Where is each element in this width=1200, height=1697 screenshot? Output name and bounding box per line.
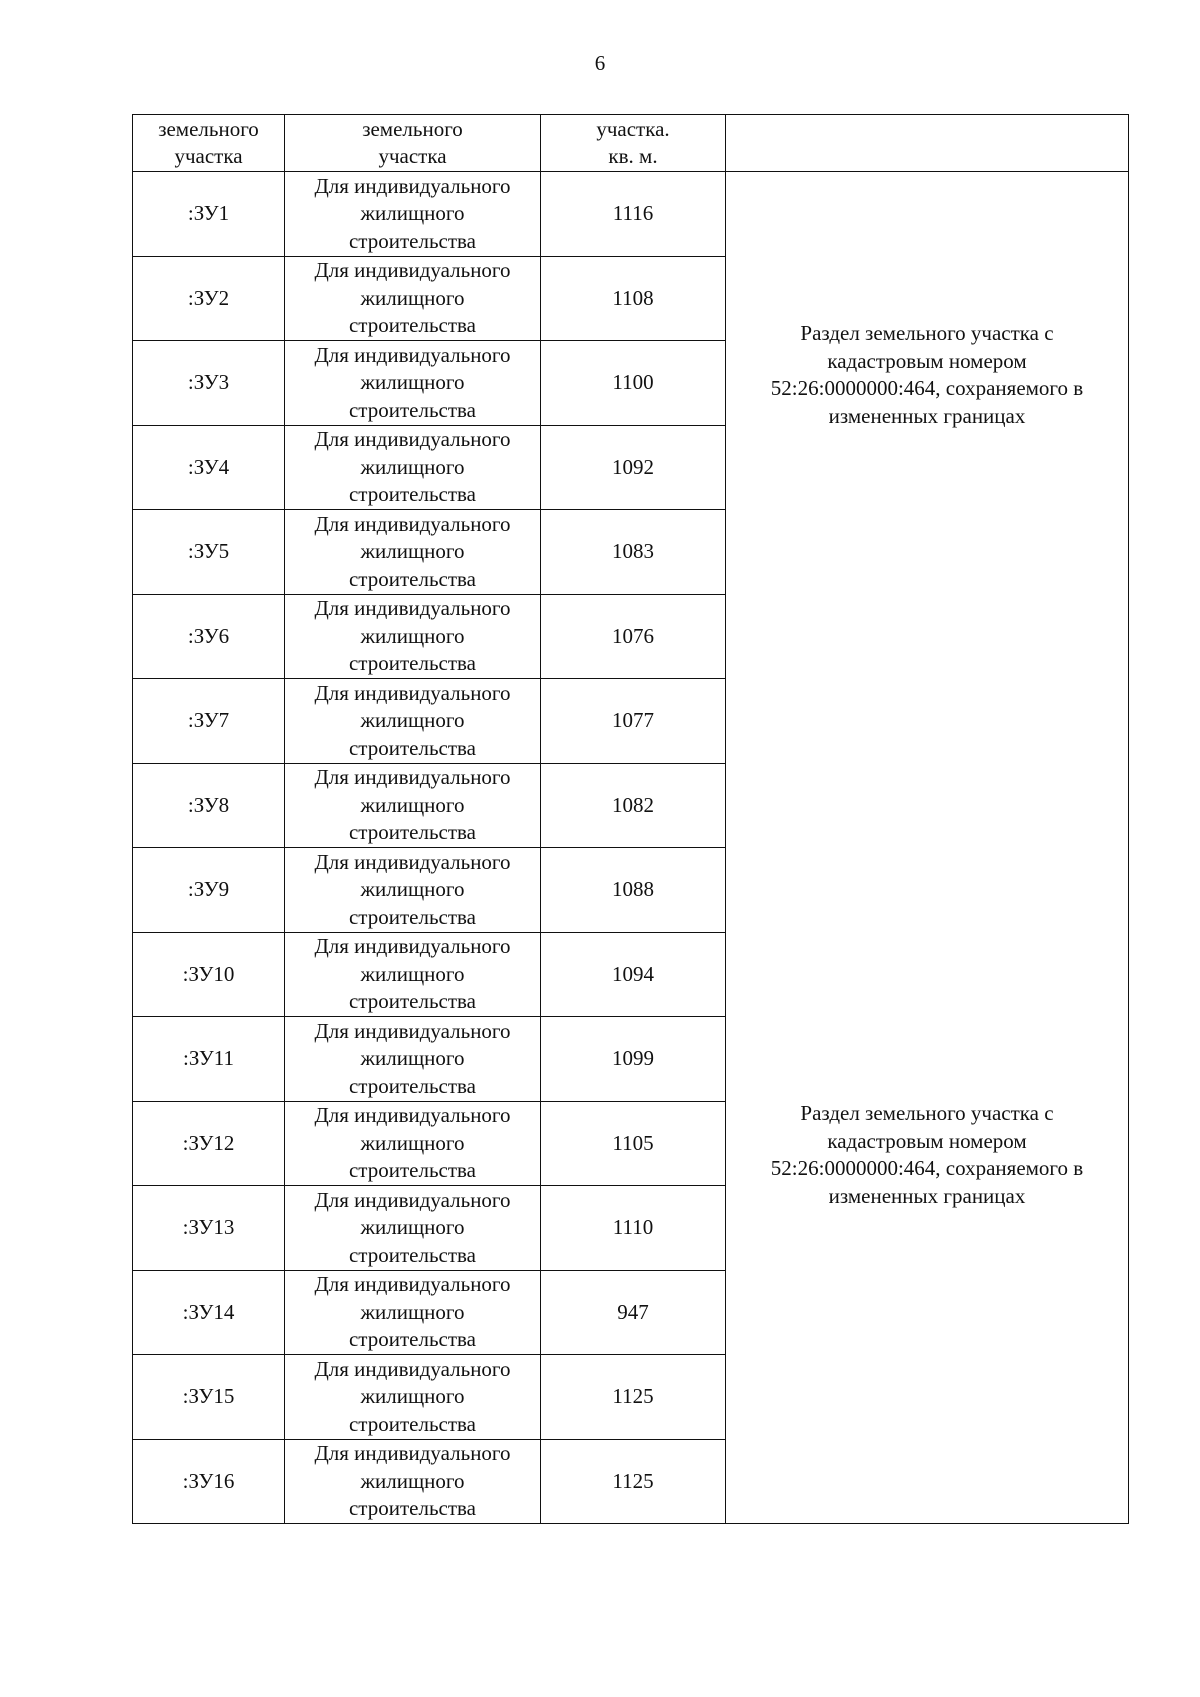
permitted-use-line: строительства xyxy=(348,989,476,1013)
area-cell: 1082 xyxy=(541,763,726,848)
area-cell: 1108 xyxy=(541,256,726,341)
permitted-use-line: строительства xyxy=(348,1496,476,1520)
area-cell: 1125 xyxy=(541,1439,726,1524)
area-cell: 1100 xyxy=(541,341,726,426)
header-plot-number xyxy=(133,115,285,172)
permitted-use-line: жилищного xyxy=(360,1130,465,1155)
header-permitted-use-line: земельного xyxy=(362,116,463,141)
area-cell: 1099 xyxy=(541,1017,726,1102)
area-cell: 1125 xyxy=(541,1355,726,1440)
permitted-use-line: Для индивидуального xyxy=(314,1441,511,1465)
permitted-use-line: строительства xyxy=(348,904,476,929)
permitted-use-line: строительства xyxy=(348,313,476,337)
permitted-use-line: жилищного xyxy=(360,1384,465,1408)
permitted-use-line: строительства xyxy=(348,1158,476,1182)
table-row xyxy=(133,172,1129,257)
area-cell: 1088 xyxy=(541,848,726,933)
permitted-use-line: Для индивидуального xyxy=(314,427,511,451)
permitted-use-line: Для индивидуального xyxy=(314,680,511,705)
permitted-use-cell xyxy=(285,510,541,595)
plot-number-cell: :ЗУ4 xyxy=(133,425,285,510)
permitted-use-line: Для индивидуального xyxy=(314,173,511,198)
permitted-use-cell xyxy=(285,1355,541,1440)
note-line: Раздел земельного участка с xyxy=(800,321,1054,345)
permitted-use-line: строительства xyxy=(348,1327,476,1351)
permitted-use-cell xyxy=(285,341,541,426)
area-cell: 1105 xyxy=(541,1101,726,1186)
permitted-use-line: жилищного xyxy=(360,1468,465,1493)
permitted-use-cell xyxy=(285,1270,541,1355)
permitted-use-cell xyxy=(285,172,541,257)
area-cell: 1116 xyxy=(541,172,726,257)
permitted-use-line: Для индивидуального xyxy=(314,258,511,282)
area-cell: 1092 xyxy=(541,425,726,510)
plot-number-cell: :ЗУ2 xyxy=(133,256,285,341)
permitted-use-line: Для индивидуального xyxy=(314,342,511,367)
header-area-line: участка. xyxy=(596,116,670,141)
permitted-use-line: Для индивидуального xyxy=(314,1272,511,1296)
plot-number-cell: :ЗУ13 xyxy=(133,1186,285,1271)
permitted-use-line: строительства xyxy=(348,397,476,422)
permitted-use-line: строительства xyxy=(348,482,476,506)
area-cell: 947 xyxy=(541,1270,726,1355)
permitted-use-line: Для индивидуального xyxy=(314,1018,511,1043)
note-cell xyxy=(726,172,1129,1524)
header-plot-number-line: земельного xyxy=(158,116,259,141)
plot-number-cell: :ЗУ7 xyxy=(133,679,285,764)
permitted-use-line: строительства xyxy=(348,820,476,844)
permitted-use-line: строительства xyxy=(348,1242,476,1267)
area-cell: 1077 xyxy=(541,679,726,764)
header-area xyxy=(541,115,726,172)
note-line: измененных границах xyxy=(828,403,1026,428)
permitted-use-line: Для индивидуального xyxy=(314,849,511,874)
permitted-use-line: жилищного xyxy=(360,201,465,225)
permitted-use-line: строительства xyxy=(348,566,476,591)
note-text xyxy=(726,320,1128,430)
plot-number-cell: :ЗУ8 xyxy=(133,763,285,848)
table-header-row xyxy=(133,115,1129,172)
note-line: 52:26:0000000:464, сохраняемого в xyxy=(770,376,1084,400)
note-line: кадастровым номером xyxy=(827,348,1027,373)
permitted-use-cell xyxy=(285,425,541,510)
plot-number-cell: :ЗУ10 xyxy=(133,932,285,1017)
permitted-use-cell xyxy=(285,594,541,679)
plot-number-cell: :ЗУ12 xyxy=(133,1101,285,1186)
permitted-use-line: Для индивидуального xyxy=(314,596,511,620)
permitted-use-line: Для индивидуального xyxy=(314,1356,511,1381)
header-plot-number-line: участка xyxy=(174,144,243,168)
plot-number-cell: :ЗУ3 xyxy=(133,341,285,426)
permitted-use-line: Для индивидуального xyxy=(314,934,511,958)
permitted-use-cell xyxy=(285,679,541,764)
permitted-use-line: Для индивидуального xyxy=(314,1103,511,1127)
area-cell: 1110 xyxy=(541,1186,726,1271)
land-plots-table xyxy=(132,114,1129,1524)
note-line: кадастровым номером xyxy=(827,1128,1027,1153)
note-line: 52:26:0000000:464, сохраняемого в xyxy=(770,1156,1084,1180)
note-text xyxy=(726,1100,1128,1210)
permitted-use-line: Для индивидуального xyxy=(314,765,511,789)
permitted-use-cell xyxy=(285,932,541,1017)
permitted-use-line: строительства xyxy=(348,228,476,253)
plot-number-cell: :ЗУ15 xyxy=(133,1355,285,1440)
permitted-use-line: жилищного xyxy=(360,623,465,648)
permitted-use-cell xyxy=(285,763,541,848)
permitted-use-line: строительства xyxy=(348,735,476,760)
permitted-use-cell xyxy=(285,1186,541,1271)
permitted-use-line: строительства xyxy=(348,1411,476,1436)
permitted-use-line: жилищного xyxy=(360,1046,465,1070)
note-line: измененных границах xyxy=(828,1183,1026,1208)
area-cell: 1094 xyxy=(541,932,726,1017)
area-cell: 1076 xyxy=(541,594,726,679)
plot-number-cell: :ЗУ14 xyxy=(133,1270,285,1355)
header-area-line: кв. м. xyxy=(608,144,658,168)
permitted-use-line: жилищного xyxy=(360,961,465,986)
permitted-use-cell xyxy=(285,1017,541,1102)
permitted-use-line: жилищного xyxy=(360,792,465,817)
header-permitted-use-line: участка xyxy=(378,144,447,168)
permitted-use-line: жилищного xyxy=(360,1215,465,1239)
permitted-use-line: строительства xyxy=(348,1073,476,1098)
permitted-use-line: жилищного xyxy=(360,370,465,394)
note-line: Раздел земельного участка с xyxy=(800,1101,1054,1125)
header-permitted-use xyxy=(285,115,541,172)
permitted-use-line: жилищного xyxy=(360,454,465,479)
permitted-use-line: жилищного xyxy=(360,877,465,901)
header-note xyxy=(726,115,1129,172)
area-cell: 1083 xyxy=(541,510,726,595)
plot-number-cell: :ЗУ1 xyxy=(133,172,285,257)
permitted-use-cell xyxy=(285,848,541,933)
plot-number-cell: :ЗУ16 xyxy=(133,1439,285,1524)
permitted-use-cell xyxy=(285,256,541,341)
permitted-use-line: Для индивидуального xyxy=(314,511,511,536)
permitted-use-line: жилищного xyxy=(360,1299,465,1324)
plot-number-cell: :ЗУ6 xyxy=(133,594,285,679)
plot-number-cell: :ЗУ5 xyxy=(133,510,285,595)
permitted-use-line: жилищного xyxy=(360,285,465,310)
plot-number-cell: :ЗУ11 xyxy=(133,1017,285,1102)
page-number: 6 xyxy=(594,51,606,75)
permitted-use-line: Для индивидуального xyxy=(314,1187,511,1212)
permitted-use-cell xyxy=(285,1101,541,1186)
permitted-use-line: строительства xyxy=(348,651,476,675)
permitted-use-line: жилищного xyxy=(360,708,465,732)
plot-number-cell: :ЗУ9 xyxy=(133,848,285,933)
permitted-use-cell xyxy=(285,1439,541,1524)
permitted-use-line: жилищного xyxy=(360,539,465,563)
